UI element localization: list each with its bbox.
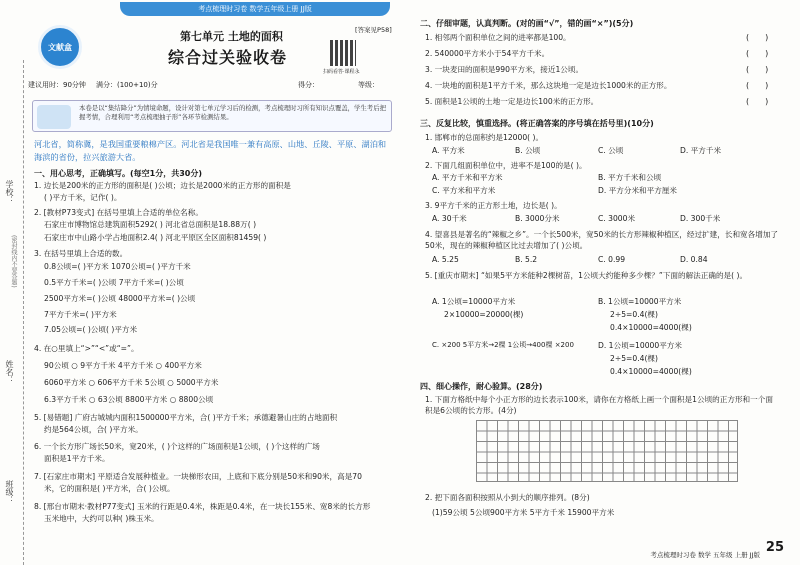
section-2-title: 二、仔细审题，认真判断。(对的画“√”，错的画“×”)(5分) [420,19,634,28]
seal-strip [0,60,24,565]
option-line: 0.4×10000=4000(棵) [610,323,692,332]
option[interactable]: D. 300千米 [680,214,721,223]
option[interactable]: C. 公顷 [598,146,624,155]
list-item: 4. 一块地的面积是1平方千米，那么这块地一定是边长1000米的正方形。 [425,81,672,90]
list-item: 5. [易错题] 广府古城城内面积1500000平方米，合( )平方千米；承德避暑山庄的占地面积 [34,413,338,422]
list-item: 7. [石家庄市期末] 平原适合发展种植业。一块梯形农田，上底和下底分别是50米和90米，高是70 [34,472,362,481]
option[interactable]: C. 0.99 [598,255,626,264]
school-label: 学校： [5,180,14,204]
option[interactable]: D. 1公顷=10000平方米 [598,341,682,350]
list-item: 6. 一个长方形广场长50米，宽20米，( )个这样的广场面积是1公顷，( )个这样的广场 [34,442,320,451]
list-item: 玉米地中，大约可以种( )株玉米。 [44,514,159,523]
list-item: 1. 下面方格纸中每个小正方形的边长表示100米，请你在方格纸上画一个面积是1公顷的正方形和一个面积是6公顷的长方形。(4分) [425,395,773,415]
list-item: ( )平方千米，记作( )。 [44,193,122,202]
answer-blank[interactable]: ( ) [746,33,769,42]
list-item: 6060平方米 ○ 606平方千米 5公顷 ○ 5000平方米 [44,378,219,387]
option-line: 2÷5=0.4(棵) [610,354,658,363]
list-item: 7平方千米=( )平方米 [44,310,117,319]
list-item: 5. 面积是1公顷的土地一定是边长100米的正方形。 [425,97,599,106]
list-item: 2. 540000平方米小于54平方千米。 [425,49,550,58]
seal-note: (密封线内不要答题) [10,235,17,288]
section-4-title: 四、细心操作，耐心验算。(28分) [420,382,543,391]
list-item: 6.3平方千米 ○ 63公顷 8800平方米 ○ 8800公顷 [44,395,214,404]
list-item: 0.8公顷=( )平方米 1070公顷=( )平方千米 [44,262,191,271]
time-info: 建议用时：90分钟 [28,81,86,89]
option[interactable]: B. 1公顷=10000平方米 [598,297,682,306]
list-item: 3. 在括号里填上合适的数。 [34,249,128,258]
list-item: 石家庄市中山路小学占地面积2.4( ) 河北平原区全区面积81459( ) [44,233,267,242]
page-title: 综合过关验收卷 [168,48,288,67]
list-item: 面积是1平方千米。 [44,454,110,463]
option[interactable]: A. 30千米 [432,214,467,223]
option[interactable]: B. 3000分米 [515,214,560,223]
list-item: 3. 一块麦田的面积是990平方米，接近1公顷。 [425,65,584,74]
option[interactable]: D. 平方千米 [680,146,722,155]
footer-text: 考点梳理时习卷 数学 五年级 上册 JJ版 [650,551,760,559]
option[interactable]: A. 平方千米和平方米 [432,173,503,182]
answer-blank[interactable]: ( ) [746,49,769,58]
list-item: 约是564公顷，合( )平方米。 [44,425,143,434]
list-item: 90公顷 ○ 9平方千米 4平方千米 ○ 400平方米 [44,361,202,370]
intro-text: 河北省，简称冀，是我国重要粮棉产区。河北省是我国唯一兼有高原、山地、丘陵、平原、湖泊和海滨的省份，拉兴旅游大省。 [34,139,387,162]
answer-blank[interactable]: ( ) [746,97,769,106]
list-item: 5. [重庆市期末] “如果5平方米能种2棵树苗，1公顷大约能种多少棵？”下面的解法正确的是( )。 [425,271,748,280]
list-item: (1)59公顷 5公顷900平方米 5平方千米 15900平方米 [432,508,615,517]
list-item: 1. 边长是200米的正方形的面积是( )公顷；边长是2000米的正方形的面积是 [34,181,291,190]
option[interactable]: C. 3000米 [598,214,636,223]
option[interactable]: A. 1公顷=10000平方米 [432,297,516,306]
class-label: 班级： [5,480,14,504]
option-line: 2÷5=0.4(棵) [610,310,658,319]
list-item: 2. 把下面各面积按照从小到大的顺序排列。(8分) [425,493,590,502]
list-item: 4. 在○里填上“>”“<”或“=”。 [34,344,139,353]
option-line: 2×10000=20000(棵) [444,310,524,319]
grade-label: 等级： [358,81,379,89]
list-item: 8. [邢台市期末·教材P77变式] 玉米的行距是0.4米，株距是0.4米，在一块长155米、宽8米的长方形 [34,502,371,511]
option[interactable]: A. 平方米 [432,146,465,155]
list-item: 1. 邯郸市的总面积约是12000( )。 [425,133,544,142]
option[interactable]: C. 平方米和平方米 [432,186,496,195]
option[interactable]: D. 平方分米和平方厘米 [598,186,678,195]
list-item: 2. [教材P73变式] 在括号里填上合适的单位名称。 [34,208,203,217]
list-item: 7.05公顷=( )公顷( )平方米 [44,325,138,334]
answer-blank[interactable]: ( ) [746,81,769,90]
notice-text: 本卷是以“集结降分”为情境命题，设计对第七单元学习后的检测，考点梳理时习所有知识点覆盖，学生考后把握考情，合理利用“考点梳理抽子形”各环节检测结果。 [79,104,386,121]
option[interactable]: D. 0.84 [680,255,708,264]
notice-box [32,100,392,132]
unit-title: 第七单元 土地的面积 [180,30,283,43]
score-label: 得分： [298,81,319,89]
mascot-icon [37,105,71,129]
score-info: 满分：(100+10)分 [96,81,158,89]
option[interactable]: A. 5.25 [432,255,459,264]
option[interactable]: B. 公顷 [515,146,541,155]
option[interactable]: B. 平方千米和公顷 [598,173,662,182]
answer-blank[interactable]: ( ) [746,65,769,74]
page-number: 25 [765,540,784,555]
brand-logo: 文献盒 [38,25,82,69]
list-item: 2. 下面几组面积单位中，进率不是100的是( )。 [425,161,587,170]
qr-code-icon[interactable] [330,40,356,66]
list-item: 石家庄市博物馆总建筑面积5292( ) 河北省总面积是18.88万( ) [44,220,257,229]
option[interactable]: C. ×200 5平方米→2棵 1公顷→400棵 ×200 [432,341,574,349]
section-3-title: 三、反复比较，慎重选择。(将正确答案的序号填在括号里)(10分) [420,119,654,128]
drawing-grid[interactable] [476,420,738,482]
section-1-title: 一、用心思考，正确填写。(每空1分，共30分) [34,169,203,178]
qr-caption: 扫码看答·课程永 [323,69,360,75]
name-label: 姓名： [5,360,14,384]
answer-reference: [答案见P58] [355,26,392,34]
list-item: 0.5平方千米=( )公顷 7平方千米=( )公顷 [44,278,184,287]
option[interactable]: B. 5.2 [515,255,538,264]
list-item: 米，它的面积是( )平方米，合( )公顷。 [44,484,175,493]
list-item: 4. 望喜县是著名的“辣椒之乡”。一个长500米，宽50米的长方形辣椒种植区，经过扩建，长和宽各增加了50米，现在的辣椒种植区比过去增加了( )公顷。 [425,230,779,250]
top-banner: 考点梳理时习卷 数学五年级上册 JJ版 [120,2,390,16]
list-item: 3. 9平方千米的正方形土地，边长是( )。 [425,201,562,210]
list-item: 2500平方米=( )公顷 48000平方米=( )公顷 [44,294,196,303]
list-item: 1. 相邻两个面积单位之间的进率都是100。 [425,33,571,42]
option-line: 0.4×10000=4000(棵) [610,367,692,376]
